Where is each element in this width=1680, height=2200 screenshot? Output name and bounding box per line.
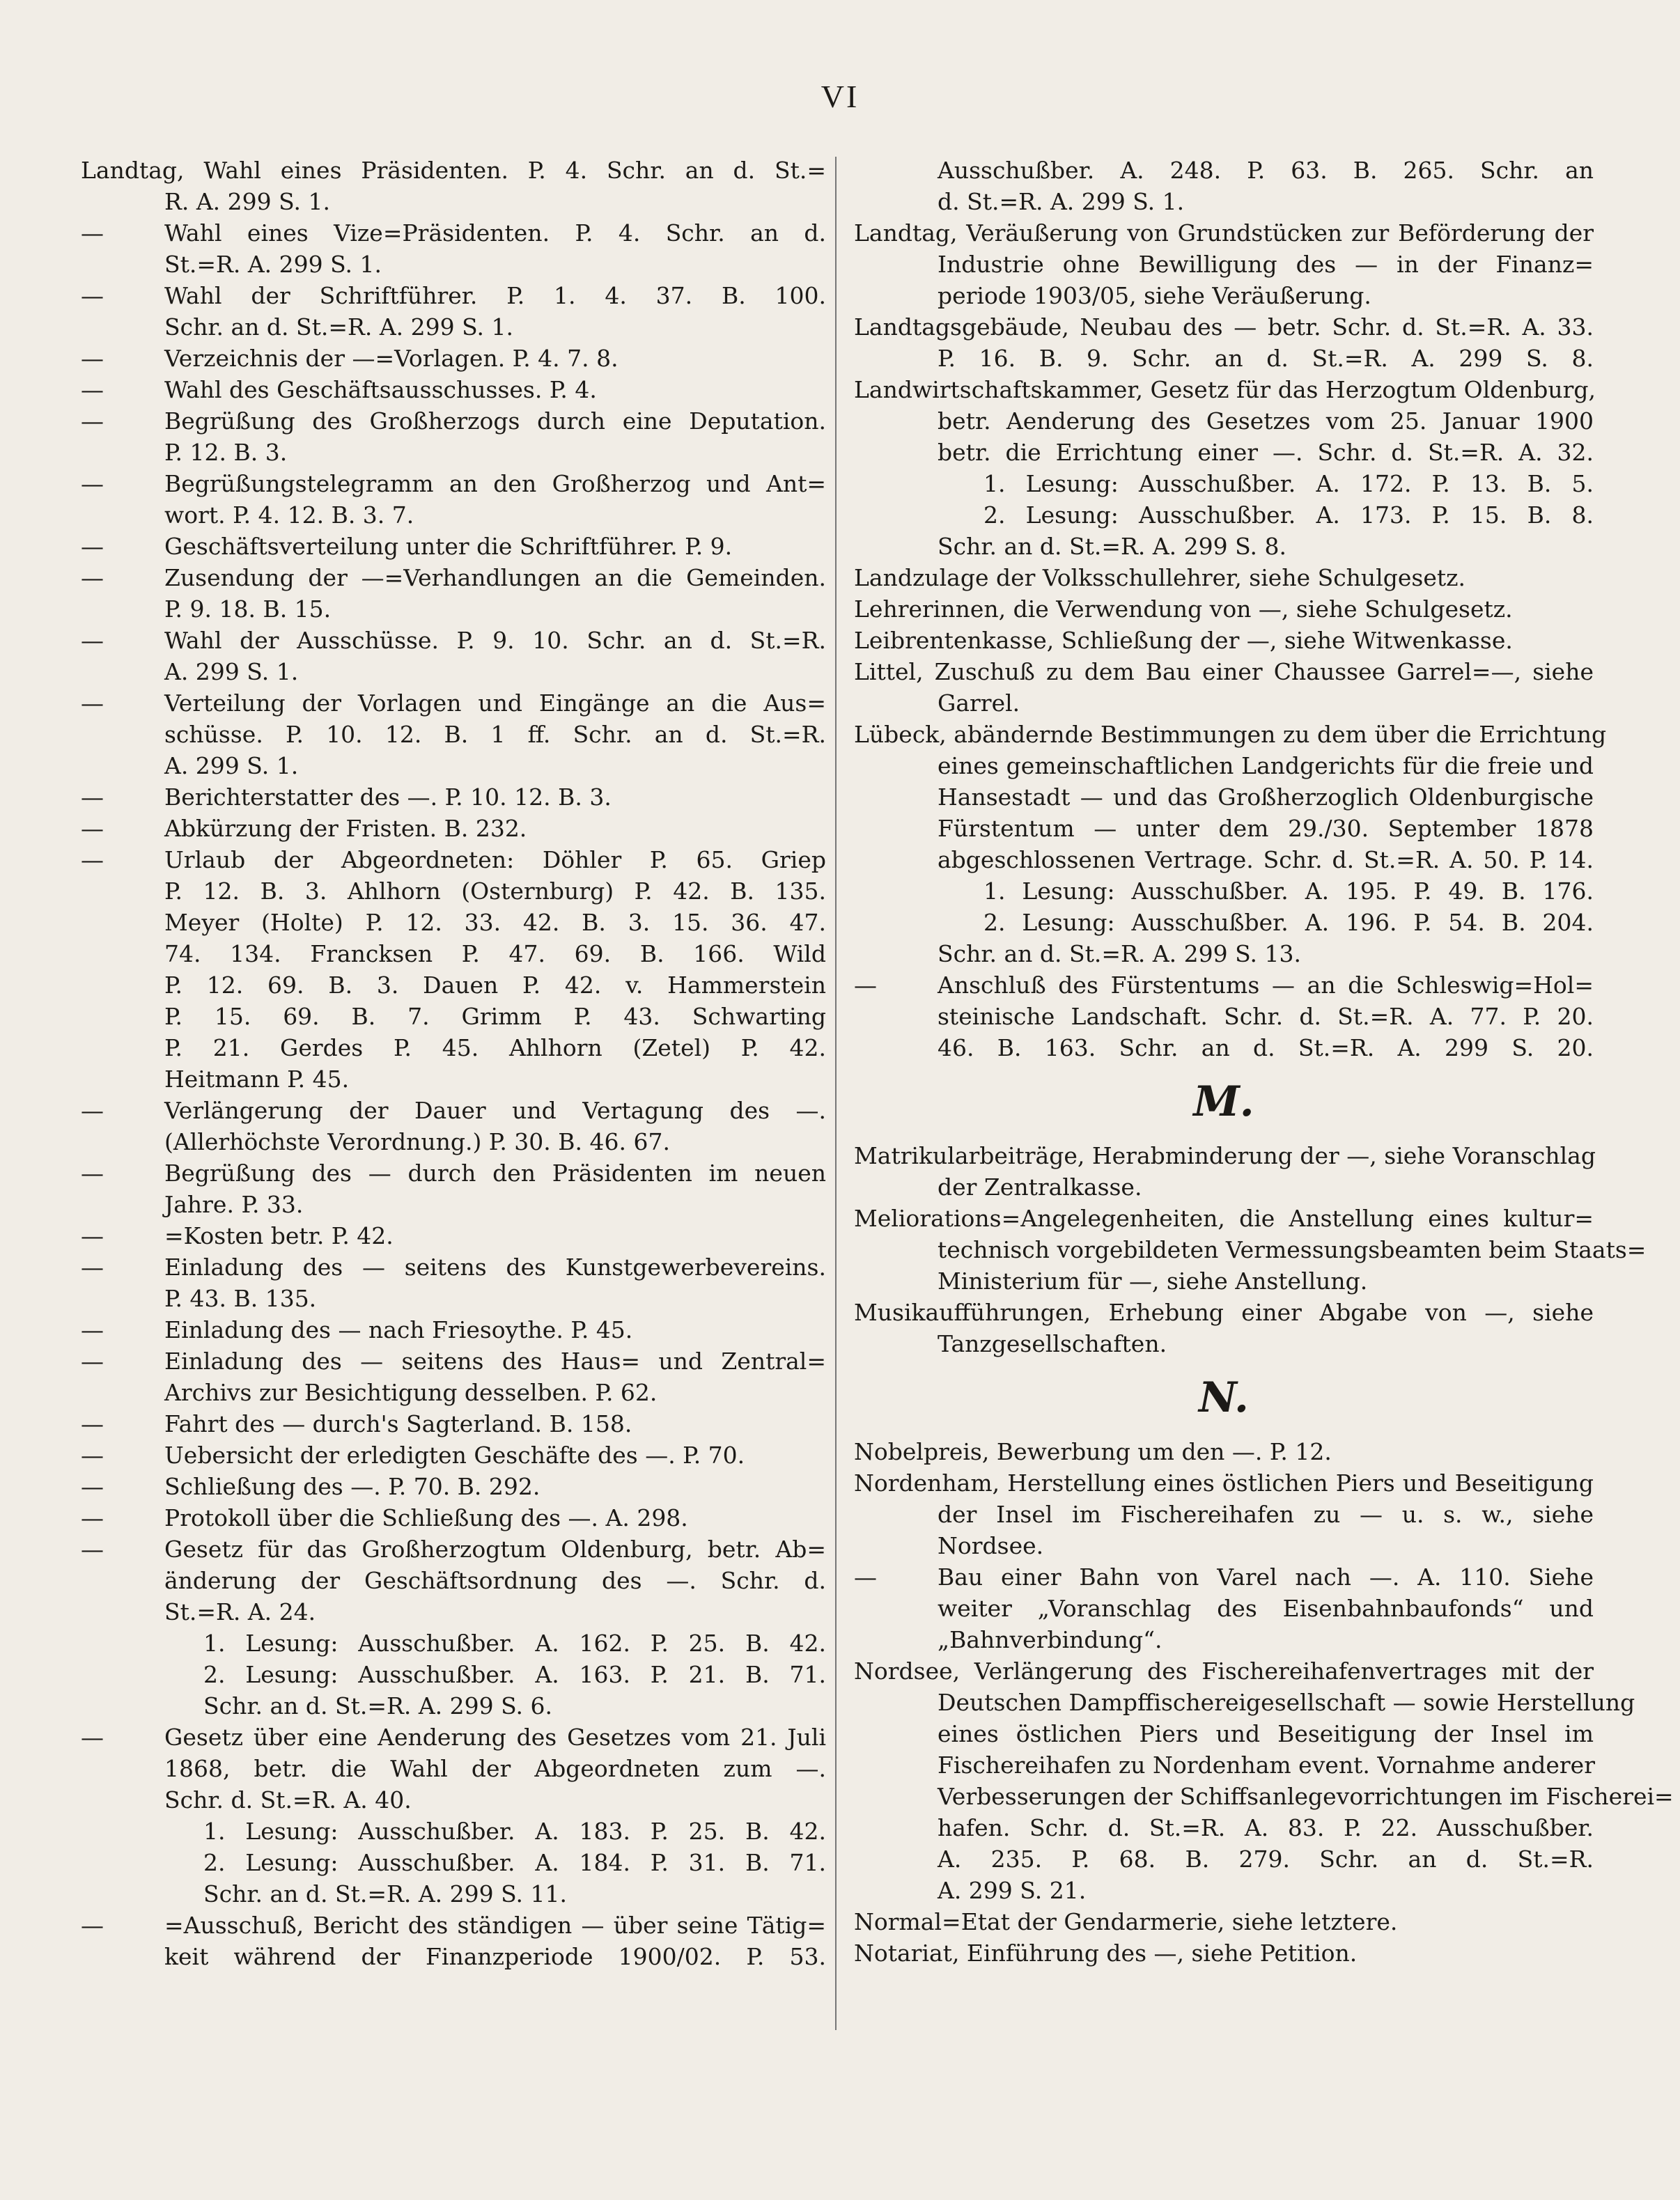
index-line-text: Gesetz über eine Aenderung des Gesetzes vom 21. Juli: [164, 1724, 826, 1751]
continuation-dash: —: [81, 846, 104, 873]
index-line-text: Wahl der Schriftführer. P. 1. 4. 37. B. 100.: [164, 282, 826, 309]
continuation-dash: —: [81, 1316, 104, 1343]
index-line-text: Leibrentenkasse, Schließung der —, siehe Witwenkasse.: [854, 627, 1513, 654]
index-line: [81, 1784, 826, 1816]
index-line-text: Begrüßungstelegramm an den Großherzog und Ant=: [164, 470, 826, 497]
index-line-text: Fischereihafen zu Nordenham event. Vornahme anderer: [938, 1752, 1595, 1779]
index-line: [81, 1847, 826, 1878]
index-line-text: eines östlichen Piers und Beseitigung der Insel im: [938, 1720, 1594, 1747]
index-line: [81, 938, 826, 969]
index-line: [854, 1812, 1594, 1843]
index-line-text: änderung der Geschäftsordnung des —. Schr. d.: [164, 1567, 826, 1594]
index-line: [81, 217, 826, 249]
continuation-dash: —: [81, 470, 104, 497]
index-line: [854, 1781, 1674, 1812]
index-line: [81, 1377, 826, 1408]
index-line: [81, 437, 826, 468]
index-line-text: Lehrerinnen, die Verwendung von —, siehe Schulgesetz.: [854, 595, 1513, 623]
index-line: [854, 249, 1594, 280]
index-line: [81, 280, 826, 311]
index-line-text: Matrikularbeiträge, Herabminderung der —, siehe Voranschlag: [854, 1142, 1596, 1169]
index-line-text: 1868, betr. die Wahl der Abgeordneten zum —.: [164, 1755, 826, 1782]
index-line-text: Industrie ohne Bewilligung des — in der Finanz=: [938, 251, 1594, 278]
index-line: [81, 1095, 826, 1126]
index-line-text: eines gemeinschaftlichen Landgerichts für die freie und: [938, 752, 1594, 779]
index-line-text: Schr. an d. St.=R. A. 299 S. 11.: [203, 1880, 568, 1908]
index-line: [81, 844, 826, 875]
index-line: [81, 531, 826, 562]
index-line-text: periode 1903/05, siehe Veräußerung.: [938, 282, 1371, 309]
index-line: [81, 1157, 826, 1189]
index-line: [854, 1140, 1594, 1171]
index-line-text: St.=R. A. 299 S. 1.: [164, 251, 382, 278]
index-line: [854, 1530, 1594, 1561]
index-line: [81, 249, 826, 280]
index-line-text: =Ausschuß, Bericht des ständigen — über seine Tätig=: [164, 1912, 826, 1939]
index-line-text: Nordsee, Verlängerung des Fischereihafenvertrages mit der: [854, 1657, 1594, 1685]
index-line: [854, 875, 1594, 907]
index-line-text: 1. Lesung: Ausschußber. A. 172. P. 13. B. 5.: [983, 470, 1594, 497]
index-line-text: A. 299 S. 1.: [164, 752, 299, 779]
index-line-text: Normal=Etat der Gendarmerie, siehe letztere.: [854, 1908, 1398, 1935]
index-line: [854, 468, 1594, 499]
index-line-text: Verteilung der Vorlagen und Eingänge an die Aus=: [164, 689, 826, 717]
continuation-dash: —: [81, 564, 104, 591]
index-line-text: Begrüßung des — durch den Präsidenten im neuen: [164, 1160, 826, 1187]
index-line-text: 2. Lesung: Ausschußber. A. 196. P. 54. B. 204.: [983, 909, 1594, 936]
index-line-text: Notariat, Einführung des —, siehe Petition.: [854, 1940, 1358, 1967]
index-line-text: Urlaub der Abgeordneten: Döhler P. 65. Griep: [164, 846, 826, 873]
index-line: [854, 719, 1607, 750]
index-line: [81, 687, 826, 719]
continuation-dash: —: [854, 972, 877, 999]
index-line: [81, 969, 826, 1001]
index-line: [81, 1345, 826, 1377]
index-line-text: Schr. an d. St.=R. A. 299 S. 13.: [938, 940, 1302, 967]
continuation-dash: —: [81, 1724, 104, 1751]
index-line: [81, 1628, 826, 1659]
index-line-text: Einladung des — nach Friesoythe. P. 45.: [164, 1316, 633, 1343]
index-line: [81, 155, 826, 186]
index-line: [854, 1265, 1594, 1297]
index-line: [854, 844, 1594, 875]
index-line: [81, 1878, 826, 1910]
index-line-text: P. 16. B. 9. Schr. an d. St.=R. A. 299 S. 8.: [938, 345, 1594, 372]
index-line-text: Nordenham, Herstellung eines östlichen Piers und Beseitigung: [854, 1469, 1594, 1497]
index-line-text: 2. Lesung: Ausschußber. A. 184. P. 31. B. 71.: [203, 1849, 826, 1876]
index-line-text: Landtag, Wahl eines Präsidenten. P. 4. Schr. an d. St.=: [81, 157, 826, 184]
index-line: [854, 1001, 1594, 1032]
index-line: [81, 1251, 826, 1283]
index-line: [81, 374, 826, 405]
index-line-text: Tanzgesellschaften.: [938, 1330, 1167, 1357]
index-line: [81, 1502, 826, 1534]
index-line: [854, 1843, 1594, 1875]
index-line: [81, 343, 826, 374]
continuation-dash: —: [81, 783, 104, 811]
index-line: [854, 938, 1594, 969]
index-line-text: Hansestadt — und das Großherzoglich Oldenburgische: [938, 783, 1594, 811]
index-line-text: (Allerhöchste Verordnung.) P. 30. B. 46. 67.: [164, 1128, 670, 1155]
index-line: [81, 1722, 826, 1753]
index-line: [81, 813, 826, 844]
index-line: [854, 1906, 1594, 1937]
index-line: [854, 437, 1594, 468]
index-line-text: keit während der Finanzperiode 1900/02. P. 53.: [164, 1943, 826, 1970]
page-number: VI: [820, 79, 860, 114]
left-column: [81, 155, 826, 1972]
index-line-text: Abkürzung der Fristen. B. 232.: [164, 815, 527, 842]
index-line: [854, 1171, 1594, 1203]
index-line-text: Verzeichnis der —=Vorlagen. P. 4. 7. 8.: [164, 345, 619, 372]
index-line-text: Jahre. P. 33.: [164, 1191, 304, 1218]
continuation-dash: —: [81, 345, 104, 372]
index-line-text: St.=R. A. 24.: [164, 1598, 316, 1625]
index-line-text: 1. Lesung: Ausschußber. A. 183. P. 25. B. 42.: [203, 1818, 826, 1845]
index-line: [854, 311, 1594, 343]
continuation-dash: —: [81, 689, 104, 717]
index-line-text: 74. 134. Francksen P. 47. 69. B. 166. Wild: [164, 940, 826, 967]
index-line-text: Schr. an d. St.=R. A. 299 S. 8.: [938, 533, 1287, 560]
index-line: [854, 1203, 1594, 1234]
index-line-text: technisch vorgebildeten Vermessungsbeamten beim Staats=: [938, 1236, 1647, 1263]
continuation-dash: —: [81, 1473, 104, 1500]
index-line: [854, 625, 1594, 656]
index-line: [81, 1314, 826, 1345]
index-line-text: Berichterstatter des —. P. 10. 12. B. 3.: [164, 783, 612, 811]
continuation-dash: —: [81, 1097, 104, 1124]
index-line-text: Schließung des —. P. 70. B. 292.: [164, 1473, 540, 1500]
index-line-text: Fürstentum — unter dem 29./30. September 1878: [938, 815, 1594, 842]
index-line-text: Landwirtschaftskammer, Gesetz für das Herzogtum Oldenburg,: [854, 376, 1596, 403]
index-line: [854, 969, 1594, 1001]
index-line-text: Schr. an d. St.=R. A. 299 S. 1.: [164, 313, 514, 341]
index-line: [81, 1471, 826, 1502]
continuation-dash: —: [81, 1160, 104, 1187]
index-line: [81, 1063, 826, 1095]
index-line-text: Landtagsgebäude, Neubau des — betr. Schr. d. St.=R. A. 33.: [854, 313, 1594, 341]
index-line: [854, 687, 1594, 719]
continuation-dash: —: [81, 1254, 104, 1281]
continuation-dash: —: [81, 1222, 104, 1249]
index-line-text: 46. B. 163. Schr. an d. St.=R. A. 299 S. 20.: [938, 1034, 1594, 1061]
index-line: [81, 1440, 826, 1471]
index-line: [81, 468, 826, 499]
index-line: [81, 1126, 826, 1157]
index-line: [854, 499, 1594, 531]
right-column-l-entries: [854, 155, 1607, 1063]
index-line: [854, 656, 1594, 687]
index-line: [854, 1624, 1594, 1655]
index-line: [854, 1234, 1647, 1265]
index-line: [854, 280, 1594, 311]
index-line-text: P. 21. Gerdes P. 45. Ahlhorn (Zetel) P. 42.: [164, 1034, 826, 1061]
index-line-text: 1. Lesung: Ausschußber. A. 162. P. 25. B. 42.: [203, 1630, 826, 1657]
right-column: [854, 155, 1674, 1969]
column-divider: [835, 157, 837, 2030]
index-line-text: der Zentralkasse.: [938, 1173, 1142, 1201]
index-line-text: weiter „Voranschlag des Eisenbahnbaufonds“ und: [938, 1595, 1594, 1622]
index-line: [854, 1032, 1594, 1063]
index-line-text: 1. Lesung: Ausschußber. A. 195. P. 49. B. 176.: [983, 877, 1594, 905]
index-line-text: Begrüßung des Großherzogs durch eine Deputation.: [164, 407, 826, 435]
index-line: [854, 1875, 1594, 1906]
index-line: [854, 750, 1594, 781]
index-line: [854, 1297, 1594, 1328]
index-line: [81, 1189, 826, 1220]
continuation-dash: —: [81, 627, 104, 654]
index-line-text: Verlängerung der Dauer und Vertagung des —.: [164, 1097, 826, 1124]
index-line: [854, 1655, 1594, 1687]
index-line-text: Schr. d. St.=R. A. 40.: [164, 1786, 412, 1813]
index-line-text: R. A. 299 S. 1.: [164, 188, 331, 215]
index-line-text: P. 12. B. 3.: [164, 439, 288, 466]
index-line-text: P. 9. 18. B. 15.: [164, 595, 332, 623]
continuation-dash: —: [81, 219, 104, 247]
index-line: [81, 1659, 826, 1690]
index-line-text: Musikaufführungen, Erhebung einer Abgabe von —, siehe: [854, 1299, 1594, 1326]
index-line: [81, 405, 826, 437]
index-line: [854, 1561, 1594, 1593]
index-line: [854, 1937, 1594, 1969]
index-line: [81, 562, 826, 593]
index-line: [81, 907, 826, 938]
index-line-text: P. 15. 69. B. 7. Grimm P. 43. Schwarting: [164, 1003, 826, 1030]
continuation-dash: —: [81, 533, 104, 560]
index-line-text: Einladung des — seitens des Kunstgewerbevereins.: [164, 1254, 826, 1281]
index-line-text: Nordsee.: [938, 1532, 1044, 1559]
index-line: [81, 1690, 826, 1722]
index-line: [81, 875, 826, 907]
index-line-text: 2. Lesung: Ausschußber. A. 163. P. 21. B. 71.: [203, 1661, 826, 1688]
continuation-dash: —: [81, 1442, 104, 1469]
index-line-text: Heitmann P. 45.: [164, 1066, 350, 1093]
continuation-dash: —: [81, 376, 104, 403]
index-line: [854, 186, 1594, 217]
index-line: [854, 374, 1594, 405]
continuation-dash: —: [81, 1348, 104, 1375]
index-line: [854, 1499, 1594, 1530]
index-line-text: Landtag, Veräußerung von Grundstücken zur Beförderung der: [854, 219, 1594, 247]
index-line: [81, 1032, 826, 1063]
continuation-dash: —: [81, 282, 104, 309]
section-letter-m: M.: [1193, 1077, 1254, 1126]
index-line-text: hafen. Schr. d. St.=R. A. 83. P. 22. Ausschußber.: [938, 1814, 1594, 1841]
index-line-text: Nobelpreis, Bewerbung um den —. P. 12.: [854, 1438, 1332, 1465]
right-column-m-entries: [854, 1140, 1647, 1359]
index-line-text: P. 12. B. 3. Ahlhorn (Osternburg) P. 42. B. 135.: [164, 877, 826, 905]
index-line-text: Landzulage der Volksschullehrer, siehe Schulgesetz.: [854, 564, 1465, 591]
index-line-text: Wahl eines Vize=Präsidenten. P. 4. Schr. an d.: [164, 219, 826, 247]
index-line-text: wort. P. 4. 12. B. 3. 7.: [164, 501, 414, 529]
index-line: [854, 155, 1594, 186]
index-line: [81, 1565, 826, 1596]
index-line-text: A. 299 S. 21.: [938, 1877, 1087, 1904]
index-line-text: 2. Lesung: Ausschußber. A. 173. P. 15. B. 8.: [983, 501, 1594, 529]
index-line: [854, 781, 1594, 813]
index-line: [81, 1534, 826, 1565]
index-line: [854, 1687, 1635, 1718]
index-line: [81, 1941, 826, 1972]
index-line-text: Uebersicht der erledigten Geschäfte des —. P. 70.: [164, 1442, 745, 1469]
index-line: [854, 217, 1594, 249]
index-line-text: Archivs zur Besichtigung desselben. P. 62.: [164, 1379, 658, 1406]
index-line: [81, 781, 826, 813]
index-line: [854, 593, 1594, 625]
index-line-text: der Insel im Fischereihafen zu — u. s. w., siehe: [938, 1501, 1594, 1528]
index-line: [854, 405, 1594, 437]
index-line-text: P. 12. 69. B. 3. Dauen P. 42. v. Hammerstein: [164, 972, 826, 999]
index-line: [81, 750, 826, 781]
continuation-dash: —: [854, 1563, 877, 1591]
index-line: [854, 1436, 1594, 1467]
index-line-text: P. 43. B. 135.: [164, 1285, 317, 1312]
index-line-text: A. 235. P. 68. B. 279. Schr. an d. St.=R.: [938, 1846, 1594, 1873]
index-line: [854, 1328, 1594, 1359]
index-line: [81, 656, 826, 687]
index-line: [854, 343, 1594, 374]
index-line-text: Protokoll über die Schließung des —. A. 298.: [164, 1504, 688, 1531]
index-line: [81, 625, 826, 656]
index-line: [854, 1593, 1594, 1624]
index-line-text: Meyer (Holte) P. 12. 33. 42. B. 3. 15. 36. 47.: [164, 909, 826, 936]
index-line-text: schüsse. P. 10. 12. B. 1 ff. Schr. an d. St.=R.: [164, 721, 826, 748]
index-line: [81, 499, 826, 531]
index-line: [81, 1596, 826, 1628]
continuation-dash: —: [81, 407, 104, 435]
index-line-text: Ministerium für —, siehe Anstellung.: [938, 1267, 1368, 1295]
index-line: [81, 1816, 826, 1847]
index-line-text: „Bahnverbindung“.: [938, 1626, 1162, 1653]
section-letter-n: N.: [1199, 1373, 1249, 1422]
continuation-dash: —: [81, 815, 104, 842]
continuation-dash: —: [81, 1536, 104, 1563]
index-line: [81, 593, 826, 625]
index-line-text: Littel, Zuschuß zu dem Bau einer Chaussee Garrel=—, siehe: [854, 658, 1594, 685]
index-line: [81, 1220, 826, 1251]
index-line-text: Bau einer Bahn von Varel nach —. A. 110. Siehe: [938, 1563, 1594, 1591]
index-line: [854, 907, 1594, 938]
index-line-text: Schr. an d. St.=R. A. 299 S. 6.: [203, 1692, 553, 1719]
right-column-n-entries: [854, 1436, 1674, 1969]
index-line-text: A. 299 S. 1.: [164, 658, 299, 685]
index-line-text: steinische Landschaft. Schr. d. St.=R. A. 77. P. 20.: [938, 1003, 1594, 1030]
index-line-text: Fahrt des — durch's Sagterland. B. 158.: [164, 1410, 632, 1437]
index-line-text: Deutschen Dampffischereigesellschaft — sowie Herstellung: [938, 1689, 1635, 1716]
continuation-dash: —: [81, 1410, 104, 1437]
index-line-text: Geschäftsverteilung unter die Schriftführer. P. 9.: [164, 533, 733, 560]
index-line: [854, 1467, 1594, 1499]
index-line: [81, 1910, 826, 1941]
index-line-text: Meliorations=Angelegenheiten, die Anstellung eines kultur=: [854, 1205, 1594, 1232]
index-line: [854, 1718, 1594, 1749]
index-line: [854, 813, 1594, 844]
continuation-dash: —: [81, 1504, 104, 1531]
index-line-text: Anschluß des Fürstentums — an die Schleswig=Hol=: [938, 972, 1594, 999]
index-line: [81, 1753, 826, 1784]
index-line: [81, 1001, 826, 1032]
index-line-text: abgeschlossenen Vertrage. Schr. d. St.=R. A. 50. P. 14.: [938, 846, 1594, 873]
index-line-text: =Kosten betr. P. 42.: [164, 1222, 394, 1249]
index-line: [81, 1408, 826, 1440]
index-line-text: Gesetz für das Großherzogtum Oldenburg, betr. Ab=: [164, 1536, 826, 1563]
index-line: [854, 531, 1594, 562]
index-line-text: Wahl der Ausschüsse. P. 9. 10. Schr. an d. St.=R.: [164, 627, 826, 654]
index-line-text: d. St.=R. A. 299 S. 1.: [938, 188, 1185, 215]
index-line: [81, 1283, 826, 1314]
index-line: [81, 311, 826, 343]
index-line-text: Zusendung der —=Verhandlungen an die Gemeinden.: [164, 564, 826, 591]
index-line-text: Garrel.: [938, 689, 1020, 717]
index-line: [854, 1749, 1594, 1781]
index-line: [81, 186, 826, 217]
index-line-text: Wahl des Geschäftsausschusses. P. 4.: [164, 376, 597, 403]
index-line-text: Einladung des — seitens des Haus= und Zentral=: [164, 1348, 826, 1375]
continuation-dash: —: [81, 1912, 104, 1939]
index-line-text: Ausschußber. A. 248. P. 63. B. 265. Schr. an: [938, 157, 1594, 184]
index-line: [81, 719, 826, 750]
index-line-text: betr. die Errichtung einer —. Schr. d. St.=R. A. 32.: [938, 439, 1594, 466]
index-line-text: Verbesserungen der Schiffsanlegevorrichtungen im Fischerei=: [938, 1783, 1674, 1810]
index-line: [854, 562, 1594, 593]
index-line-text: betr. Aenderung des Gesetzes vom 25. Januar 1900: [938, 407, 1594, 435]
index-line-text: Lübeck, abändernde Bestimmungen zu dem über die Errichtung: [854, 721, 1607, 748]
